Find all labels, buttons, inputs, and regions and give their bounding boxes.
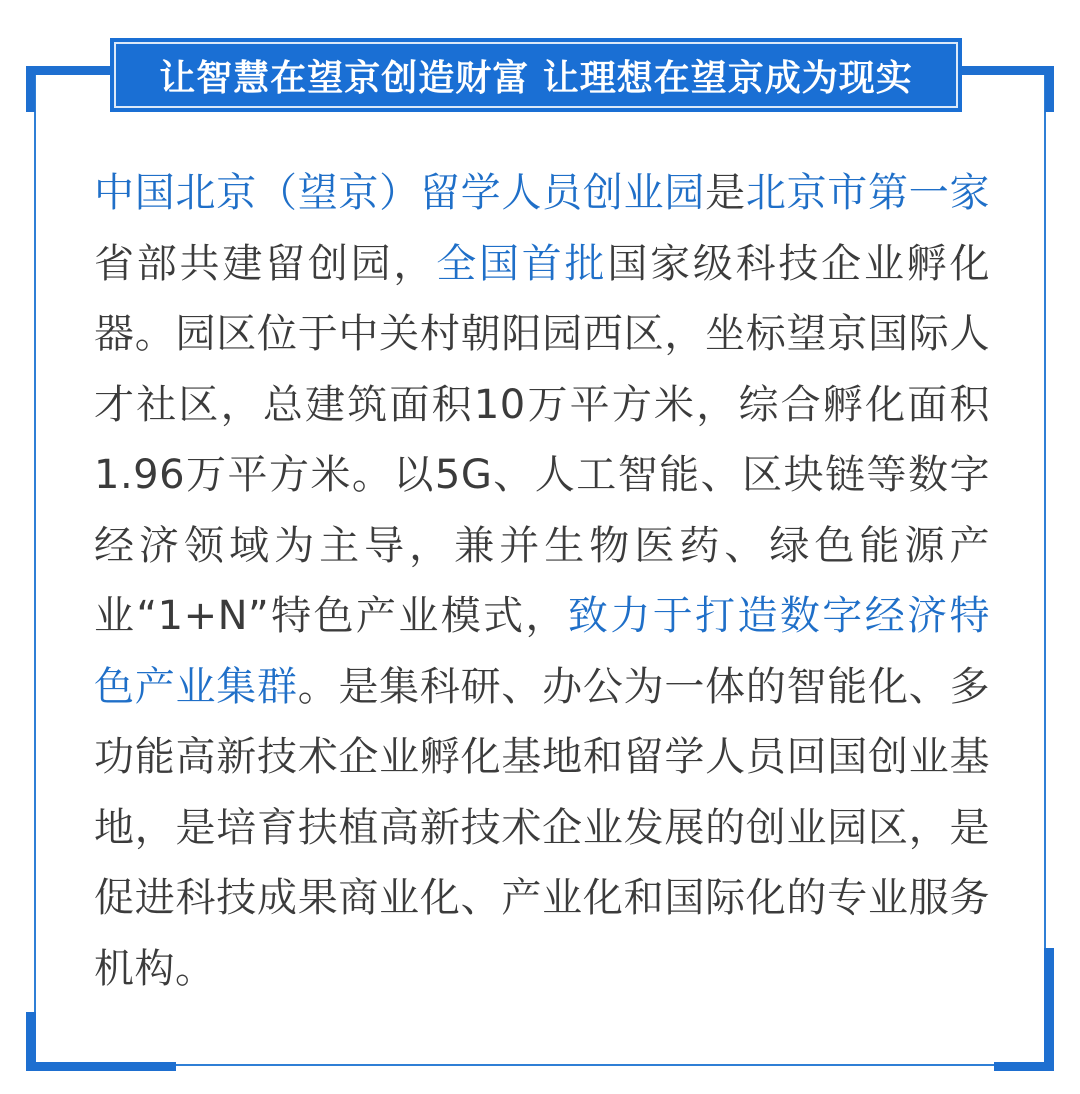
paragraph-text: 是 bbox=[705, 170, 746, 216]
title-banner bbox=[110, 38, 962, 112]
park-name-highlight: 中国北京（望京）留学人员创业园 bbox=[94, 170, 706, 216]
intro-paragraph bbox=[94, 158, 990, 1004]
beijing-first-highlight: 北京市第一家 bbox=[745, 170, 991, 216]
frame-bottom-line bbox=[34, 1064, 1046, 1066]
digital-economy-highlight: 致力于打造数字经济特色产业集群 bbox=[94, 593, 990, 710]
frame-right-line bbox=[1044, 70, 1046, 1066]
national-first-batch-highlight: 全国首批 bbox=[436, 240, 608, 287]
corner-accent-top-right bbox=[962, 66, 1054, 75]
frame-left-line bbox=[34, 70, 36, 1066]
paragraph-text: 。是集科研、办公为一体的智能化、多功能高新技术企业孵化基地和留学人员回国创业基地，是培育扶植高新技术企业发展的创业园区，是促进科技成果商业化、产业化和国际化的专业服务机构。 bbox=[94, 663, 991, 992]
paragraph-text: 省部共建留创园， bbox=[94, 240, 437, 287]
corner-accent-bottom-right-vertical bbox=[1044, 948, 1054, 1070]
corner-accent-top-left-vertical bbox=[26, 66, 35, 112]
corner-accent-top-left bbox=[26, 66, 112, 75]
page-title: 让智慧在望京创造财富 让理想在望京成为现实 bbox=[159, 57, 913, 99]
corner-accent-top-right-vertical bbox=[1045, 66, 1054, 112]
corner-accent-bottom-right bbox=[994, 1062, 1054, 1071]
paragraph-text: 国家级科技企业孵化器。园区位于中关村朝阳园西区，坐标望京国际人才社区，总建筑面积10万平方米，综合孵化面积1.96万平方米。以5G、人工智能、区块链等数字经济领域为主导，兼并生物医药、绿色能源产业“1+N”特色产业模式， bbox=[94, 240, 991, 639]
corner-accent-bottom-left bbox=[26, 1062, 176, 1071]
